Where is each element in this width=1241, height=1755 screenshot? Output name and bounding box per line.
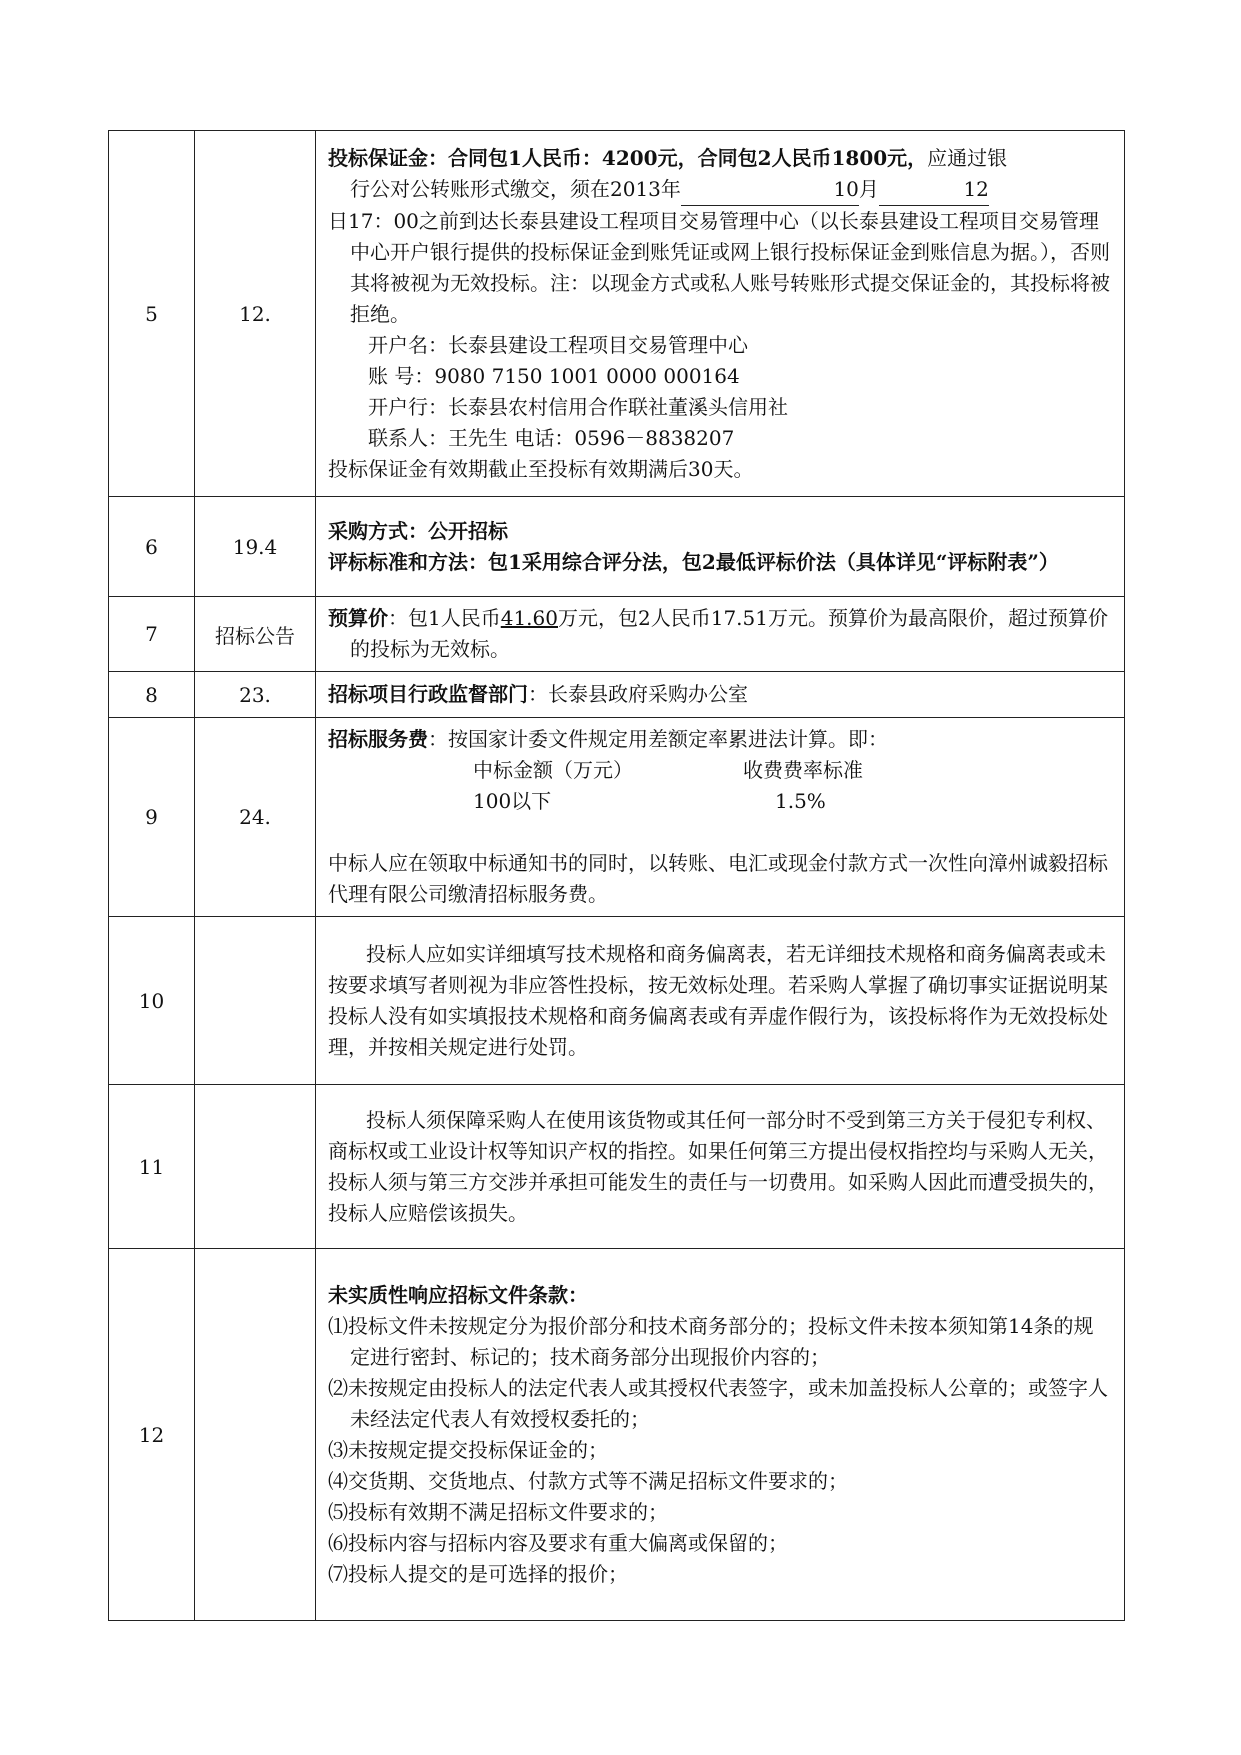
table-row: [109, 1085, 1125, 1249]
list-item: ⑷交货期、交货地点、付款方式等不满足招标文件要求的；: [328, 1468, 848, 1493]
tender-data-table: [108, 130, 1125, 1621]
fee-amount-value: 100以下: [473, 789, 552, 813]
table-row: [109, 131, 1125, 497]
list-item: ⑸投标有效期不满足招标文件要求的；: [328, 1499, 668, 1524]
fee-table-row: [328, 786, 1112, 817]
service-fee-payment: 中标人应在领取中标通知书的同时，以转账、电汇或现金付款方式一次性向漳州诚毅招标代理有限公司缴清招标服务费。: [328, 851, 1108, 906]
budget-text-a: ：包1人民币: [388, 606, 501, 630]
clause-number: [195, 1085, 316, 1249]
list-item: ⑴投标文件未按规定分为报价部分和技术商务部分的；投标文件未按本须知第14条的规定进行密封、标记的；技术商务部分出现报价内容的；: [328, 1313, 1094, 1369]
clause-number: [195, 917, 316, 1085]
fee-rate-value: 1.5%: [775, 789, 826, 813]
table-row: [109, 718, 1125, 917]
evaluation-method: 评标标准和方法：包1采用综合评分法，包2最低评标价法（具体详见“评标附表”）: [328, 549, 1059, 574]
deposit-validity: 投标保证金有效期截止至投标有效期满后30天。: [328, 456, 754, 481]
fee-col-rate-header: 收费费率标准: [743, 758, 863, 782]
row-number: 7: [109, 597, 195, 672]
row-content: [316, 1085, 1125, 1249]
supervision-text: ：长泰县政府采购办公室: [528, 682, 748, 706]
table-row: [109, 1249, 1125, 1621]
service-fee-label: 招标服务费: [328, 727, 428, 751]
deposit-line-1: [328, 143, 1112, 174]
deposit-month-unit: 月: [858, 176, 879, 201]
clause-number: 23.: [195, 672, 316, 718]
service-fee-text: ：按国家计委文件规定用差额定率累进法计算。即：: [428, 727, 888, 751]
row-content: [316, 497, 1125, 597]
clause-number: 12.: [195, 131, 316, 497]
supervision-label: 招标项目行政监督部门: [328, 682, 528, 706]
budget-label: 预算价: [328, 606, 388, 630]
row-number: 8: [109, 672, 195, 718]
deposit-amounts: 合同包1人民币：4200元，合同包2人民币1800元，: [448, 145, 928, 170]
deposit-month: 10: [681, 174, 859, 206]
budget-text-b: 万元，包2人民币17.51万元。预算价为最高限价，超过预算价的投标为无效标。: [350, 606, 1108, 661]
deposit-title: 投标保证金：: [328, 145, 448, 170]
row-number: 6: [109, 497, 195, 597]
account-bank: 开户行：长泰县农村信用合作联社董溪头信用社: [368, 394, 788, 419]
row-content: [316, 597, 1125, 672]
row-number: 12: [109, 1249, 195, 1621]
fee-table-header: [328, 755, 1112, 786]
procurement-method: 采购方式：公开招标: [328, 518, 508, 543]
deposit-day: 12: [879, 174, 989, 206]
deposit-text: 应通过银: [927, 145, 1008, 170]
deposit-deadline-prefix: 行公对公转账形式缴交，须在2013年: [350, 176, 681, 201]
row-number: 5: [109, 131, 195, 497]
clause-number: 19.4: [195, 497, 316, 597]
account-number: 账 号：9080 7150 1001 0000 000164: [368, 363, 740, 388]
table-row: [109, 497, 1125, 597]
account-contact: 联系人：王先生 电话：0596－8838207: [368, 425, 735, 450]
account-name: 开户名：长泰县建设工程项目交易管理中心: [368, 332, 748, 357]
row-content: [316, 917, 1125, 1085]
table-row: [109, 672, 1125, 718]
row-number: 10: [109, 917, 195, 1085]
ip-guarantee-text: 投标人须保障采购人在使用该货物或其任何一部分时不受到第三方关于侵犯专利权、商标权或工业设计权等知识产权的指控。如果任何第三方提出侵权指控均与采购人无关，投标人须与第三方交涉并承担可能发生的责任与一切费用。如采购人因此而遭受损失的，投标人应赔偿该损失。: [328, 1107, 1108, 1225]
list-item: ⑵未按规定由投标人的法定代表人或其授权代表签字，或未加盖投标人公章的；或签字人未经法定代表人有效授权委托的；: [328, 1375, 1108, 1431]
row-content: [316, 718, 1125, 917]
deposit-line-2: [328, 174, 1112, 206]
fee-col-amount-header: 中标金额（万元）: [473, 758, 633, 782]
deviation-table-text: 投标人应如实详细填写技术规格和商务偏离表，若无详细技术规格和商务偏离表或未按要求填写者则视为非应答性投标，按无效标处理。若采购人掌握了确切事实证据说明某投标人没有如实填报技术规格和商务偏离表或有弄虚作假行为，该投标将作为无效投标处理，并按相关规定进行处罚。: [328, 941, 1108, 1059]
list-item: ⑹投标内容与招标内容及要求有重大偏离或保留的；: [328, 1530, 788, 1555]
non-responsive-title: 未实质性响应招标文件条款：: [328, 1282, 588, 1307]
clause-number: 24.: [195, 718, 316, 917]
list-item: ⑺投标人提交的是可选择的报价；: [328, 1561, 628, 1586]
tender-table-sheet: [108, 130, 1125, 1621]
row-content: [316, 1249, 1125, 1621]
clause-number: [195, 1249, 316, 1621]
row-number: 11: [109, 1085, 195, 1249]
table-row: [109, 597, 1125, 672]
row-number: 9: [109, 718, 195, 917]
service-fee-line: [328, 724, 1112, 755]
row-content: [316, 131, 1125, 497]
clause-number: 招标公告: [195, 597, 316, 672]
list-item: ⑶未按规定提交投标保证金的；: [328, 1437, 608, 1462]
table-row: [109, 917, 1125, 1085]
budget-amount-1: 41.60: [500, 606, 558, 630]
deposit-conditions: 日17：00之前到达长泰县建设工程项目交易管理中心（以长泰县建设工程项目交易管理中心开户银行提供的投标保证金到账凭证或网上银行投标保证金到账信息为据。），否则其将被视为无效投标。注：以现金方式或私人账号转账形式提交保证金的，其投标将被拒绝。: [328, 208, 1110, 326]
budget-text: [328, 603, 1112, 665]
row-content: [316, 672, 1125, 718]
